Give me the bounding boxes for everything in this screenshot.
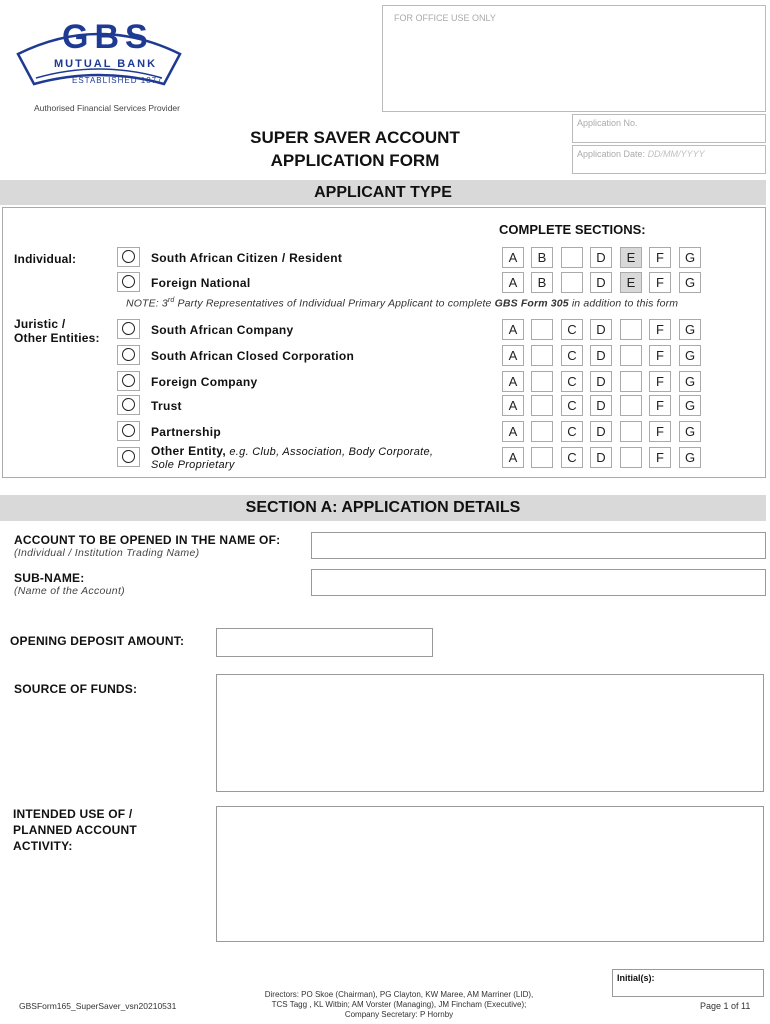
section-cell: F [649,447,671,468]
juristic-label-line1: Juristic / [14,317,66,331]
account-name-label: ACCOUNT TO BE OPENED IN THE NAME OF: [14,533,281,547]
source-label: SOURCE OF FUNDS: [14,682,138,696]
logo-line2: ESTABLISHED 1877 [72,76,163,85]
section-cell: A [502,345,524,366]
application-date-placeholder: DD/MM/YYYY [647,149,705,159]
intended-input[interactable] [216,806,764,942]
section-cell: C [561,371,583,392]
section-cell: F [649,371,671,392]
section-cell [531,421,553,442]
section-cell: C [561,447,583,468]
application-no-label: Application No. [577,118,638,128]
section-cell [620,371,642,392]
section-cell: G [679,447,701,468]
directors-text [215,990,583,1020]
applicant-row-label: Foreign National [151,276,251,290]
intended-label-line1: INTENDED USE OF / [13,807,133,821]
applicant-row-label: Partnership [151,425,221,439]
section-cell: A [502,371,524,392]
other-entity-examples: e.g. Club, Association, Body Corporate, [226,446,434,458]
source-input[interactable] [216,674,764,792]
note-sup: rd [167,297,175,304]
account-name-sub: (Individual / Institution Trading Name) [14,547,200,559]
section-cell: A [502,319,524,340]
section-cell: F [649,395,671,416]
page-number: Page 1 of 11 [700,1001,751,1011]
applicant-radio[interactable] [117,345,140,365]
complete-sections-label: COMPLETE SECTIONS: [499,222,646,237]
applicant-row-label [151,445,433,472]
applicant-row-label: South African Citizen / Resident [151,251,343,265]
section-cell [531,447,553,468]
section-cell [620,395,642,416]
section-cell: D [590,421,612,442]
section-cell [620,421,642,442]
section-cell: G [679,345,701,366]
section-cell: E [620,247,642,268]
other-entity-examples-line2: Sole Proprietary [151,459,235,471]
form-title [200,126,510,172]
individual-label: Individual: [14,252,77,266]
section-cell: F [649,272,671,293]
section-cell: C [561,395,583,416]
section-cell: F [649,421,671,442]
initials-label: Initial(s): [617,973,655,983]
section-cell: G [679,371,701,392]
third-party-note [126,297,678,310]
logo [14,14,184,102]
applicant-row-label: Foreign Company [151,375,258,389]
applicant-radio[interactable] [117,395,140,415]
subname-label: SUB-NAME: [14,571,85,585]
note-middle: Party Representatives of Individual Primary Applicant to complete [174,297,495,310]
intended-label [13,806,137,854]
intended-label-line3: ACTIVITY: [13,839,73,853]
juristic-label [14,317,100,345]
section-cell: A [502,447,524,468]
section-cell: F [649,247,671,268]
juristic-label-line2: Other Entities: [14,331,100,345]
deposit-input[interactable] [216,628,433,657]
directors-line2: TCS Tagg , KL Witbin; AM Vorster (Managing), JM Fincham (Executive); [271,1000,527,1009]
section-cell: C [561,345,583,366]
section-cell: A [502,421,524,442]
section-cell [531,319,553,340]
applicant-radio[interactable] [117,371,140,391]
account-name-input[interactable] [311,532,766,559]
logo-tagline: Authorised Financial Services Provider [34,103,180,113]
form-title-line2: APPLICATION FORM [270,151,440,170]
section-cell: D [590,395,612,416]
section-cell [531,395,553,416]
section-cell: B [531,272,553,293]
section-cell: G [679,421,701,442]
section-cell [531,345,553,366]
section-cell [561,247,583,268]
section-cell: D [590,447,612,468]
section-cell: D [590,319,612,340]
section-cell: G [679,395,701,416]
applicant-radio[interactable] [117,247,140,267]
note-form-ref: GBS Form 305 [494,297,569,310]
section-cell: C [561,421,583,442]
form-title-line1: SUPER SAVER ACCOUNT [250,128,460,147]
directors-line3: Company Secretary: P Hornby [344,1010,454,1019]
section-cell: F [649,319,671,340]
subname-sub: (Name of the Account) [14,585,125,597]
logo-line1: MUTUAL BANK [54,58,158,70]
note-prefix: NOTE: 3 [126,297,168,310]
section-cell: A [502,272,524,293]
section-cell: G [679,247,701,268]
section-cell: E [620,272,642,293]
note-suffix: in addition to this form [568,297,679,310]
office-use-label: FOR OFFICE USE ONLY [394,13,496,23]
applicant-row-label: South African Company [151,323,294,337]
subname-input[interactable] [311,569,766,596]
section-cell: C [561,319,583,340]
section-cell: B [531,247,553,268]
directors-line1: Directors: PO Skoe (Chairman), PG Clayton, KW Maree, AM Marriner (LID), [264,990,534,999]
application-date-label-text: Application Date: [577,149,646,159]
application-date-label [577,149,705,159]
section-a-heading: SECTION A: APPLICATION DETAILS [0,495,766,521]
section-cell: A [502,395,524,416]
section-cell: G [679,319,701,340]
section-cell: F [649,345,671,366]
applicant-radio[interactable] [117,319,140,339]
applicant-type-heading: APPLICANT TYPE [0,180,766,205]
section-cell: D [590,272,612,293]
applicant-row-label: South African Closed Corporation [151,349,355,363]
other-entity-label: Other Entity, [151,444,227,458]
applicant-radio[interactable] [117,447,140,467]
section-cell: D [590,247,612,268]
section-cell [620,319,642,340]
section-cell: A [502,247,524,268]
logo-name: GBS [62,18,154,56]
section-cell [561,272,583,293]
applicant-radio[interactable] [117,272,140,292]
section-cell [620,345,642,366]
deposit-label: OPENING DEPOSIT AMOUNT: [10,634,185,648]
section-cell [531,371,553,392]
section-cell: D [590,345,612,366]
section-cell [620,447,642,468]
applicant-radio[interactable] [117,421,140,441]
intended-label-line2: PLANNED ACCOUNT [13,823,137,837]
form-code: GBSForm165_SuperSaver_vsn20210531 [19,1001,177,1011]
section-cell: G [679,272,701,293]
section-cell: D [590,371,612,392]
applicant-row-label: Trust [151,399,182,413]
